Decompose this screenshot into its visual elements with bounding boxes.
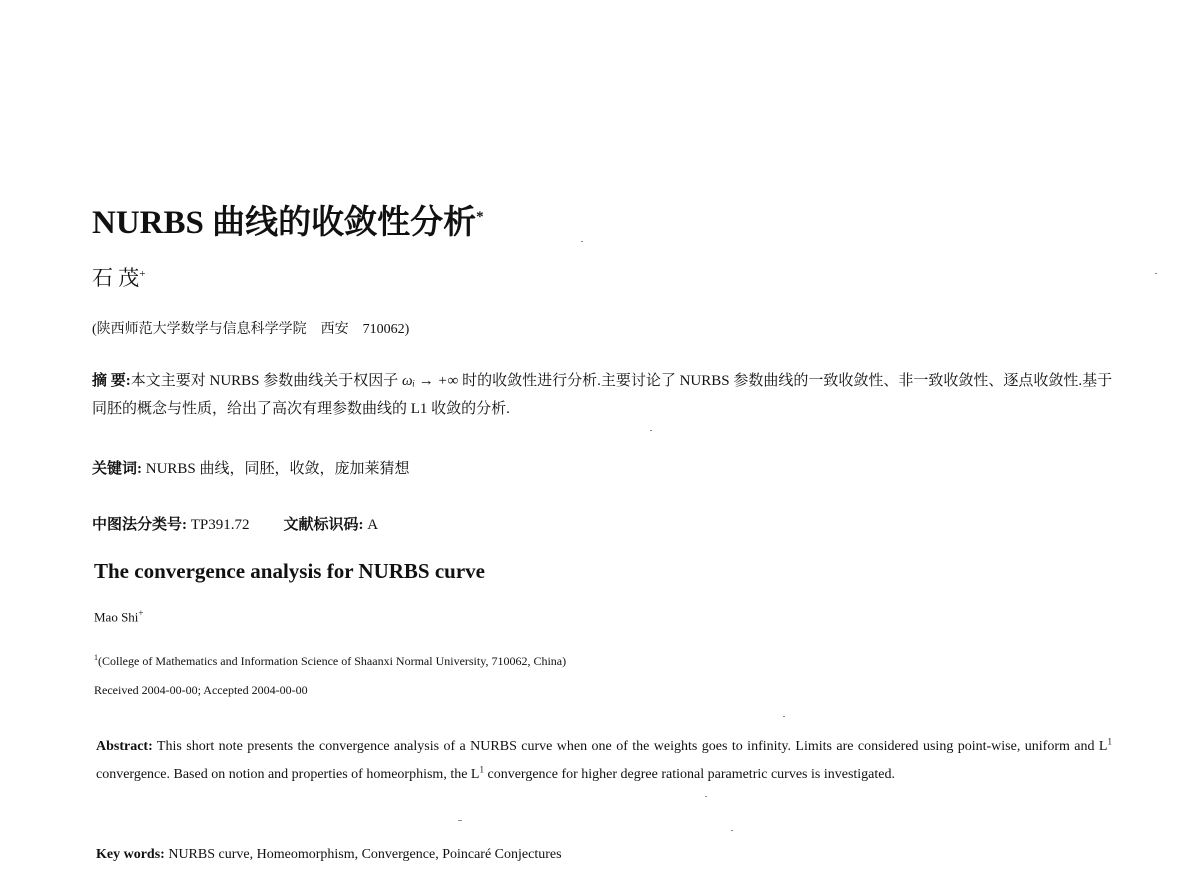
affiliation-en xyxy=(94,653,566,669)
affiliation-cn-city: 西安 xyxy=(320,322,349,337)
paper-title-cn xyxy=(92,196,484,243)
keywords-en xyxy=(96,847,562,863)
author-en xyxy=(94,608,144,625)
doc-code-value: A xyxy=(367,517,379,533)
affiliation-cn-org: (陕西师范大学数学与信息科学学院 xyxy=(92,322,307,337)
abstract-cn xyxy=(92,367,1117,423)
abstract-en-sup-2: 1 xyxy=(479,764,484,775)
affiliation-en-text: (College of Mathematics and Information Science of Shaanxi Normal University, 710062, China) xyxy=(98,654,567,668)
author-cn xyxy=(92,262,145,292)
keywords-cn-label: 关键词: xyxy=(92,461,142,477)
doc-code-label: 文献标识码: xyxy=(283,517,364,533)
scan-speck xyxy=(705,796,707,797)
paper-title-cn-text: NURBS 曲线的收敛性分析 xyxy=(92,205,477,241)
clc-value: TP391.72 xyxy=(190,517,250,533)
affiliation-cn xyxy=(92,318,409,338)
scan-speck xyxy=(581,241,583,242)
abstract-en-sup-1: 1 xyxy=(1107,736,1112,747)
scan-mark: ˍ xyxy=(458,808,462,822)
abstract-cn-text-1: 本文主要对 NURBS 参数曲线关于权因子 xyxy=(130,373,403,389)
abstract-cn-label: 摘 要: xyxy=(92,373,131,389)
keywords-en-label: Key words: xyxy=(96,847,165,862)
abstract-en-part-3: convergence for higher degree rational parametric curves is investigated. xyxy=(483,767,895,782)
abstract-en-label: Abstract: xyxy=(96,739,153,754)
received-dates: Received 2004-00-00; Accepted 2004-00-00 xyxy=(94,683,308,697)
abstract-cn-text-2: 时的收敛性进行分析.主要讨论了 NURBS 参数曲线的一致收敛性、非一致收敛性、逐点收敛性.基于同胚的概念与性质，给出了高次有理参数曲线的 L1 收敛的分析. xyxy=(92,373,1113,417)
scan-speck xyxy=(731,830,733,831)
classification-line xyxy=(92,513,378,534)
affiliation-cn-code: 710062) xyxy=(362,322,410,337)
author-en-name: Mao Shi xyxy=(94,609,139,625)
clc-label: 中图法分类号: xyxy=(92,517,187,533)
affiliation-en-mark: 1 xyxy=(94,653,98,662)
keywords-cn xyxy=(92,457,410,478)
author-en-mark: + xyxy=(138,608,144,618)
scan-speck xyxy=(650,430,652,431)
keywords-en-text: NURBS curve, Homeomorphism, Convergence, Poincaré Conjectures xyxy=(164,847,562,862)
scan-speck xyxy=(1155,273,1157,274)
paper-title-en: The convergence analysis for NURBS curve xyxy=(94,559,485,583)
author-cn-name: 石 茂 xyxy=(92,266,140,290)
abstract-en-part-2: convergence. Based on notion and properties of homeorphism, the L xyxy=(96,767,480,782)
abstract-en xyxy=(96,733,1112,789)
abstract-en-part-1: This short note presents the convergence analysis of a NURBS curve when one of the weights goes to infinity. Limits are considered using point-wise, uniform and L xyxy=(152,739,1108,754)
scan-speck xyxy=(783,716,785,717)
keywords-cn-text: NURBS 曲线，同胚，收敛，庞加莱猜想 xyxy=(145,461,410,477)
author-cn-mark: + xyxy=(139,268,146,280)
title-footnote-mark: * xyxy=(476,209,484,225)
abstract-cn-math: ωᵢ → +∞ xyxy=(402,373,459,389)
